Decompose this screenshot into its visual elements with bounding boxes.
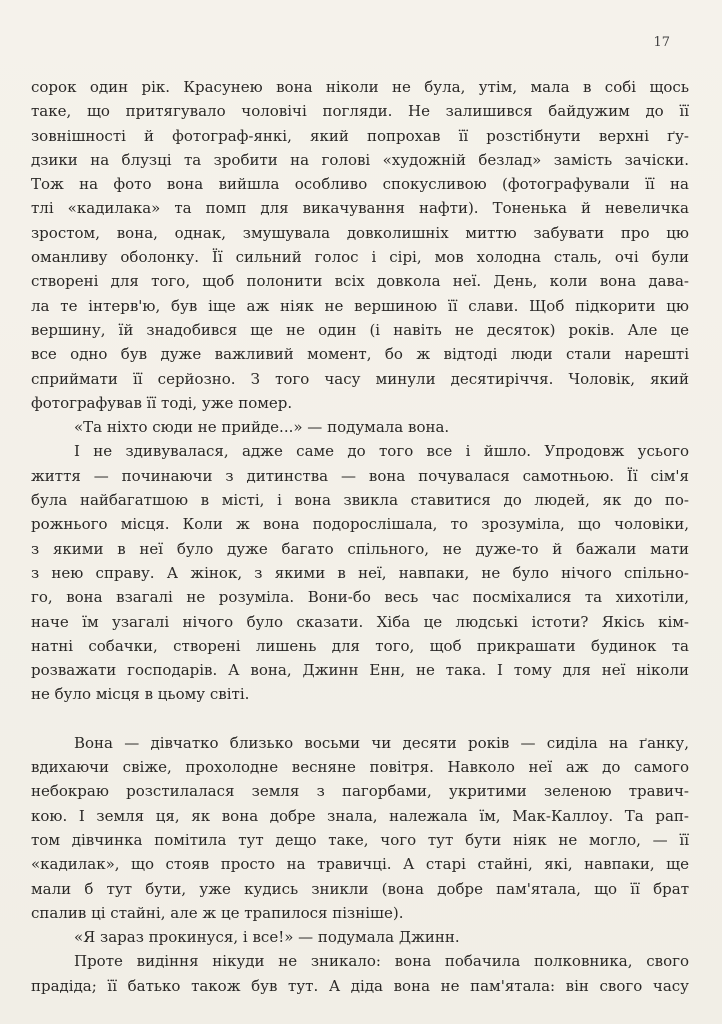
body-text [31,75,689,998]
section-break [31,707,689,731]
text-line: «кадилак», що стояв просто на травичці. А старі стайні, які, навпаки, ще [31,855,689,874]
text-line: ла те інтерв'ю, був іще аж ніяк не вершиною її слави. Щоб підкорити цю [31,296,689,315]
text-line: таке, що притягувало чоловічі погляди. Не залишився байдужим до її [31,102,689,121]
text-line: Проте видіння нікуди не зникало: вона побачила полковника, свого [74,952,689,971]
text-line: все одно був дуже важливий момент, бо ж відтоді люди стали нарешті [31,345,689,364]
text-line: наче їм узагалі нічого було сказати. Хіба це людські істоти? Якісь кім- [31,612,689,631]
text-line: була найбагатшою в місті, і вона звикла ставитися до людей, як до по- [31,491,689,510]
text-line: створені для того, щоб полонити всіх довкола неї. День, коли вона дава- [31,272,689,291]
text-line: прадіда; її батько також був тут. А діда вона не пам'ятала: він свого часу [31,976,689,995]
text-line: натні собачки, створені лишень для того, щоб прикрашати будинок та [31,636,689,655]
text-line: сприймати її серйозно. З того часу минули десятиріччя. Чоловік, який [31,369,689,388]
text-line: том дівчинка помітила тут дещо таке, чого тут бути ніяк не могло, — її [31,830,689,849]
text-line: вдихаючи свіже, прохолодне весняне повітря. Навколо неї аж до самого [31,758,689,777]
text-line: «Я зараз прокинуся, і все!» — подумала Джинн. [74,928,460,947]
text-line: мали б тут бути, уже кудись зникли (вона добре пам'ятала, що її брат [31,879,689,898]
text-line: тлі «кадилака» та помп для викачування нафти). Тоненька й невеличка [31,199,689,218]
text-line: го, вона взагалі не розуміла. Вони-бо весь час посміхалися та хихотіли, [31,588,689,607]
text-line: небокраю розстилалася земля з пагорбами, укритими зеленою травич- [31,782,689,801]
text-line: «Та ніхто сюди не прийде...» — подумала вона. [74,418,450,437]
text-line: з якими в неї було дуже багато спільного, не дуже-то й бажали мати [31,539,689,558]
text-line: І не здивувалася, адже саме до того все і йшло. Упродовж усього [74,442,689,461]
text-line: Тож на фото вона вийшла особливо спокусливою (фотографували її на [31,175,689,194]
text-line: зростом, вона, однак, змушувала довколишніх миттю забувати про цю [31,223,689,242]
text-line: кою. І земля ця, як вона добре знала, належала їм, Мак-Каллоу. Та рап- [31,806,689,825]
text-line: життя — починаючи з дитинства — вона почувалася самотньою. Її сім'я [31,466,689,485]
text-line: розважати господарів. А вона, Джинн Енн, не така. І тому для неї ніколи [31,661,689,680]
text-line: не було місця в цьому світі. [31,685,250,704]
text-line: зовнішності й фотограф-янкі, який попрохав її розстібнути верхні ґу- [31,126,689,145]
page-number: 17 [653,35,670,50]
text-line: рожнього місця. Коли ж вона подорослішала, то зрозуміла, що чоловіки, [31,515,689,534]
text-line: з нею справу. А жінок, з якими в неї, навпаки, не було нічого спільно- [31,563,689,582]
text-line: Вона — дівчатко близько восьми чи десяти років — сиділа на ґанку, [74,733,689,752]
text-line: спалив ці стайні, але ж це трапилося пізніше). [31,903,404,922]
text-line: сорок один рік. Красунею вона ніколи не була, утім, мала в собі щось [31,78,689,96]
text-line: дзики на блузці та зробити на голові «художній безлад» замість зачіски. [31,150,689,169]
text-line: оманливу оболонку. Її сильний голос і сірі, мов холодна сталь, очі були [31,248,689,267]
text-line: фотографував її тоді, уже помер. [31,393,293,412]
text-line: вершину, їй знадобився ще не один (і навіть не десяток) років. Але це [31,320,689,339]
